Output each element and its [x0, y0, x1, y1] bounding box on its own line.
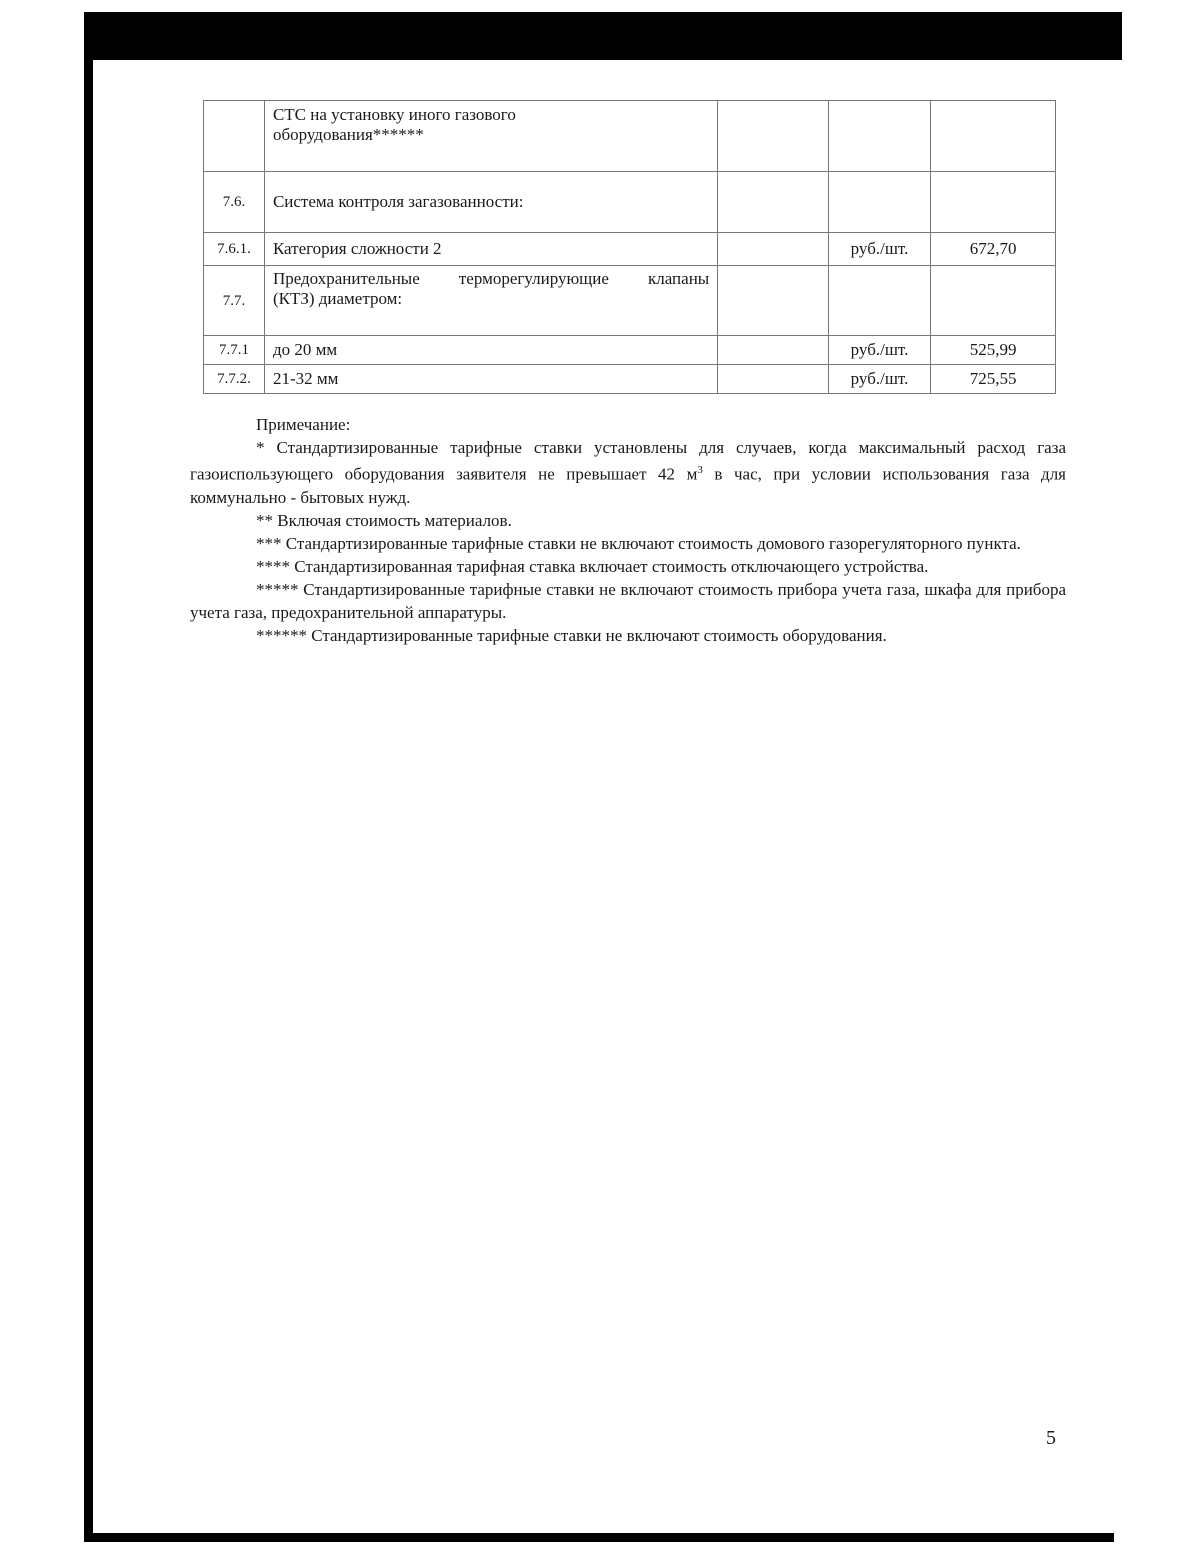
scan-border-bottom: [84, 1533, 1114, 1542]
note-1: [190, 436, 1066, 509]
description-line: Категория сложности 2: [272, 239, 442, 258]
item-price: 672,70: [931, 233, 1056, 266]
item-number: 7.6.1.: [204, 233, 265, 266]
table-row: [204, 365, 1056, 394]
description-line: Система контроля загазованности:: [272, 192, 524, 211]
note-4: **** Стандартизированная тарифная ставка включает стоимость отключающего устройства.: [256, 556, 929, 576]
notes-heading: Примечание:: [256, 415, 351, 434]
note-5: ***** Стандартизированные тарифные ставки не включают стоимость прибора учета газа, шкафа для прибора учета газа, предохранительной аппаратуры.: [190, 579, 1066, 622]
item-unit: руб./шт.: [828, 336, 931, 365]
note-6: ****** Стандартизированные тарифные ставки не включают стоимость оборудования.: [256, 625, 887, 645]
table-row: [204, 172, 1056, 233]
item-number: 7.7.: [204, 266, 265, 336]
item-unit: руб./шт.: [828, 233, 931, 266]
item-unit: [828, 266, 931, 336]
item-description: [264, 172, 717, 233]
item-description: [264, 266, 717, 336]
empty-cell: [718, 233, 828, 266]
empty-cell: [718, 336, 828, 365]
note-1-text-a: * Стандартизированные тарифные ставки установлены для случаев, когда максимальный расход газа газоиспользующего оборудования заявителя не превышает 42 м: [190, 438, 1066, 484]
item-unit: [828, 101, 931, 172]
description-line: Предохранительные терморегулирующие клапаны: [272, 269, 710, 288]
description-line: (КТЗ) диаметром:: [272, 289, 403, 308]
note-1-text-b: в час, при условии использования газа для коммунально - бытовых нужд.: [190, 464, 1066, 507]
empty-cell: [718, 101, 828, 172]
scan-border-top: [84, 12, 1122, 60]
description-line: СТС на установку иного газового: [272, 105, 516, 124]
empty-cell: [718, 365, 828, 394]
item-unit: руб./шт.: [828, 365, 931, 394]
item-number: 7.7.1: [204, 336, 265, 365]
item-description: [264, 365, 717, 394]
item-price: [931, 266, 1056, 336]
description-line: оборудования******: [272, 125, 424, 144]
empty-cell: [718, 172, 828, 233]
note-3: *** Стандартизированные тарифные ставки не включают стоимость домового газорегуляторного пункта.: [256, 533, 1021, 553]
page-number: 5: [1046, 1427, 1056, 1449]
notes-section: [190, 413, 1066, 647]
table-row: [204, 233, 1056, 266]
scan-border-left: [84, 12, 93, 1542]
note-1-superscript: 3: [697, 464, 703, 476]
item-number: 7.6.: [204, 172, 265, 233]
item-unit: [828, 172, 931, 233]
item-description: [264, 233, 717, 266]
tariff-table: [203, 100, 1056, 394]
item-price: 525,99: [931, 336, 1056, 365]
description-line: 21-32 мм: [272, 369, 339, 388]
item-price: 725,55: [931, 365, 1056, 394]
item-number: [204, 101, 265, 172]
table-row: [204, 336, 1056, 365]
table-row: [204, 101, 1056, 172]
item-description: [264, 101, 717, 172]
item-price: [931, 101, 1056, 172]
note-2: ** Включая стоимость материалов.: [256, 510, 512, 530]
description-line: до 20 мм: [272, 340, 338, 359]
item-number: 7.7.2.: [204, 365, 265, 394]
item-price: [931, 172, 1056, 233]
item-description: [264, 336, 717, 365]
table-row: [204, 266, 1056, 336]
empty-cell: [718, 266, 828, 336]
